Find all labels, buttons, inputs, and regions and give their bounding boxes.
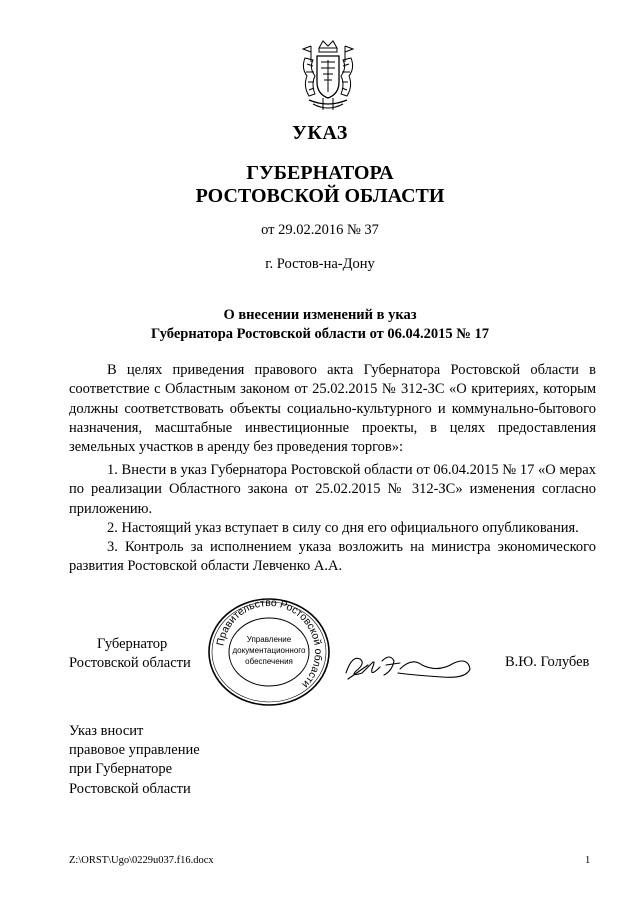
signatory-name: В.Ю. Голубев xyxy=(505,654,590,670)
official-seal xyxy=(203,596,335,708)
intro-paragraph: В целях приведения правового акта Губернатора Ростовской области в соответствие с Областным законом от 25.02.2015 № 312-ЗС «О критериях, которым должны соответствовать объекты социально-культурного и коммунально-бытового назначения, масштабные инвестиционные проекты, в целях предоставления земельных участков в аренду без проведения торгов»: xyxy=(69,362,596,456)
issuer-title-line1: ГУБЕРНАТОРА xyxy=(246,162,394,184)
decree-items xyxy=(69,461,596,577)
signatory-position-line1: Губернатор xyxy=(97,636,168,652)
handwritten-signature xyxy=(342,643,474,689)
subject-line1: О внесении изменений в указ xyxy=(223,307,417,323)
submitted-by-note xyxy=(69,722,200,799)
document-type-title: УКАЗ xyxy=(292,122,348,144)
note-line2: правовое управление xyxy=(69,742,200,759)
seal-inner-line2: документационного xyxy=(232,646,306,655)
city: г. Ростов-на-Дону xyxy=(265,256,375,272)
note-line4: Ростовской области xyxy=(69,780,191,797)
coat-of-arms-icon xyxy=(297,38,359,114)
subject-line2: Губернатора Ростовской области от 06.04.2015 № 17 xyxy=(151,326,489,342)
seal-inner-line3: обеспечения xyxy=(245,657,293,666)
seal-ring-text: Правительство Ростовской области xyxy=(214,596,325,691)
note-line1: Указ вносит xyxy=(69,723,144,739)
seal-inner-line1: Управление xyxy=(246,635,292,644)
decree-item-2: 2. Настоящий указ вступает в силу со дня его официального опубликования. xyxy=(107,519,579,536)
signatory-position-line2: Ростовской области xyxy=(69,655,191,671)
decree-item-1: 1. Внести в указ Губернатора Ростовской области от 06.04.2015 № 17 «О мерах по реализации Областного закона от 25.02.2015 № 312-ЗС» изменения согласно приложению. xyxy=(69,462,596,517)
decree-item-3: 3. Контроль за исполнением указа возложить на министра экономического развития Ростовской области Левченко А.А. xyxy=(69,539,596,575)
page-number: 1 xyxy=(585,855,591,866)
signatory-position xyxy=(69,635,191,673)
file-path: Z:\ORST\Ugo\0229u037.f16.docx xyxy=(69,855,214,866)
date-number: от 29.02.2016 № 37 xyxy=(261,222,379,238)
note-line3: при Губернаторе xyxy=(69,761,173,778)
issuer-title-line2: РОСТОВСКОЙ ОБЛАСТИ xyxy=(195,185,445,207)
